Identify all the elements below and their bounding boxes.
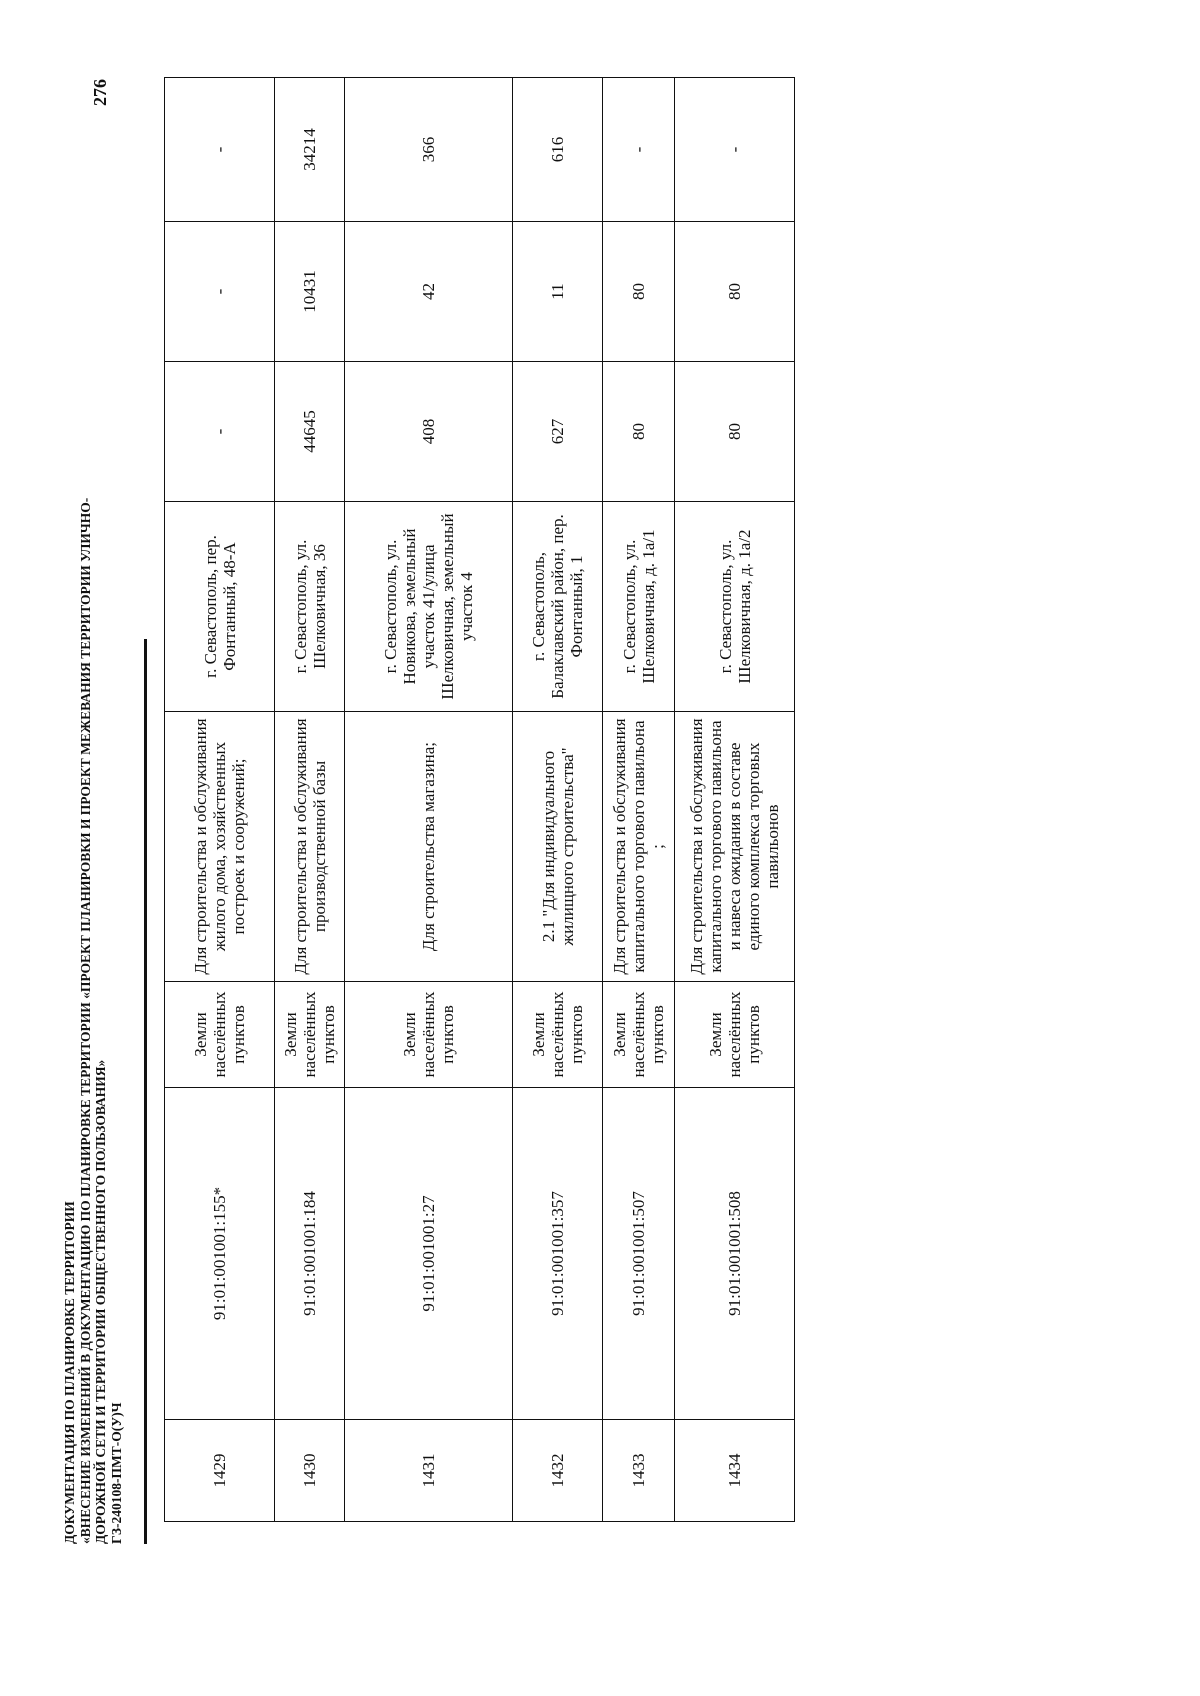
permitted-use: 2.1 "Для индивидуального жилищного строительства": [513, 712, 603, 982]
address: г. Севастополь, Балаклавский район, пер. Фонтанный, 1: [513, 502, 603, 712]
cadastral-number: 91:01:001001:184: [275, 1088, 345, 1420]
value-3: 366: [345, 78, 513, 222]
cadastral-number: 91:01:001001:507: [603, 1088, 675, 1420]
header-divider: [144, 639, 147, 1544]
table-row: [275, 78, 345, 1522]
value-3: -: [675, 78, 795, 222]
row-number: 1432: [513, 1420, 603, 1522]
row-number: 1431: [345, 1420, 513, 1522]
permitted-use: Для строительства и обслуживания жилого дома, хозяйственных построек и сооружений;: [165, 712, 275, 982]
row-number: 1430: [275, 1420, 345, 1522]
value-2: -: [165, 222, 275, 362]
cadastral-number: 91:01:001001:27: [345, 1088, 513, 1420]
cadastral-number: 91:01:001001:155*: [165, 1088, 275, 1420]
header-line-4: ГЗ-240108-ПМТ-О(У)Ч: [108, 1402, 124, 1544]
value-1: 80: [603, 362, 675, 502]
value-2: 80: [675, 222, 795, 362]
table-row: [603, 78, 675, 1522]
address: г. Севастополь, ул. Новикова, земельный участок 41/улица Шелковичная, земельный участок 4: [345, 502, 513, 712]
header-line-1: ДОКУМЕНТАЦИЯ ПО ПЛАНИРОВКЕ ТЕРРИТОРИИ: [62, 1201, 77, 1544]
page-number: 276: [90, 79, 110, 106]
address: г. Севастополь, ул. Шелковичная, 36: [275, 502, 345, 712]
land-plots-table: [164, 77, 795, 1522]
value-2: 10431: [275, 222, 345, 362]
land-category: Земли населённых пунктов: [603, 982, 675, 1088]
table-row: [675, 78, 795, 1522]
permitted-use: Для строительства и обслуживания капитального торгового павильона и навеса ожидания в составе единого комплекса торговых павильонов: [675, 712, 795, 982]
value-2: 80: [603, 222, 675, 362]
value-1: 408: [345, 362, 513, 502]
value-1: -: [165, 362, 275, 502]
land-category: Земли населённых пунктов: [345, 982, 513, 1088]
value-1: 44645: [275, 362, 345, 502]
value-2: 42: [345, 222, 513, 362]
row-number: 1433: [603, 1420, 675, 1522]
row-number: 1434: [675, 1420, 795, 1522]
value-3: -: [603, 78, 675, 222]
table-row: [165, 78, 275, 1522]
land-category: Земли населённых пунктов: [675, 982, 795, 1088]
table-row: [513, 78, 603, 1522]
cadastral-number: 91:01:001001:357: [513, 1088, 603, 1420]
land-category: Земли населённых пунктов: [275, 982, 345, 1088]
address: г. Севастополь, ул. Шелковичная, д. 1а/2: [675, 502, 795, 712]
value-1: 627: [513, 362, 603, 502]
address: г. Севастополь, ул. Шелковичная, д. 1а/1: [603, 502, 675, 712]
document-header: [62, 294, 124, 1544]
value-1: 80: [675, 362, 795, 502]
header-line-3: ДОРОЖНОЙ СЕТИ И ТЕРРИТОРИИ ОБЩЕСТВЕННОГО ПОЛЬЗОВАНИЯ»: [93, 1059, 108, 1544]
land-category: Земли населённых пунктов: [513, 982, 603, 1088]
permitted-use: Для строительства и обслуживания капитального торгового павильона ;: [603, 712, 675, 982]
land-category: Земли населённых пунктов: [165, 982, 275, 1088]
table-row: [345, 78, 513, 1522]
value-3: -: [165, 78, 275, 222]
cadastral-number: 91:01:001001:508: [675, 1088, 795, 1420]
address: г. Севастополь, пер. Фонтанный, 48-А: [165, 502, 275, 712]
value-3: 34214: [275, 78, 345, 222]
row-number: 1429: [165, 1420, 275, 1522]
permitted-use: Для строительства и обслуживания производственной базы: [275, 712, 345, 982]
value-3: 616: [513, 78, 603, 222]
header-line-2: «ВНЕСЕНИЕ ИЗМЕНЕНИЙ В ДОКУМЕНТАЦИЮ ПО ПЛАНИРОВКЕ ТЕРРИТОРИИ «ПРОЕКТ ПЛАНИРОВКИ И ПРОЕКТ МЕЖЕВАНИЯ ТЕРРИТОРИИ УЛИЧНО-: [77, 497, 93, 1544]
permitted-use: Для строительства магазина;: [345, 712, 513, 982]
value-2: 11: [513, 222, 603, 362]
